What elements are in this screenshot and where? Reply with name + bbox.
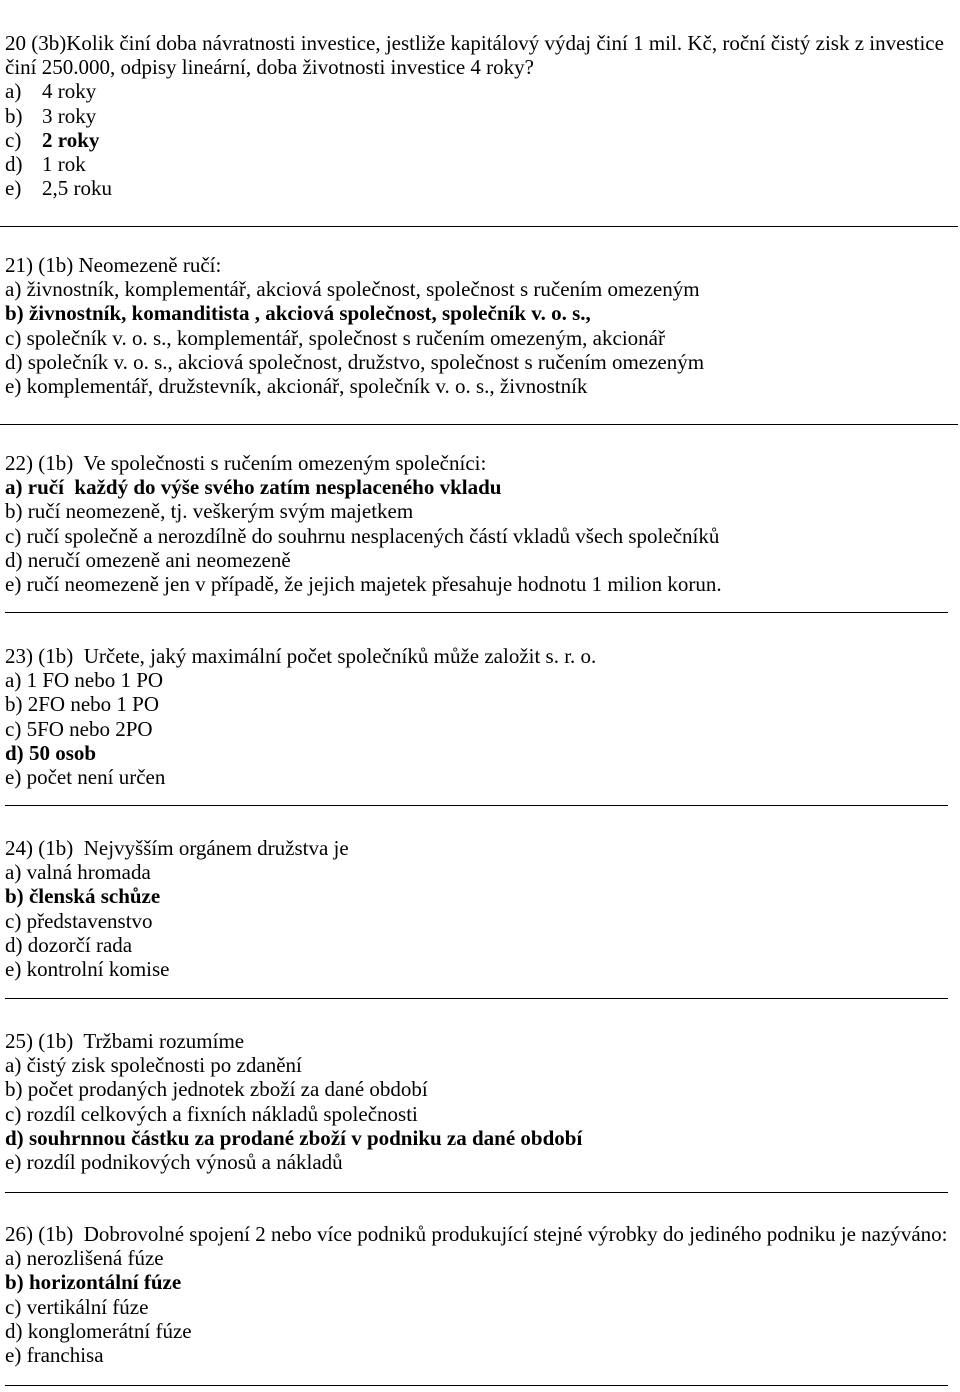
separator-line — [0, 424, 958, 425]
option-label: b) — [5, 884, 24, 909]
answer-option-correct — [5, 128, 955, 152]
answer-option-correct — [5, 301, 955, 325]
answer-option — [5, 326, 955, 350]
option-text: valná hromada — [26, 860, 151, 885]
option-label: d) — [5, 1125, 24, 1150]
answer-option — [5, 1295, 955, 1319]
answer-option — [5, 933, 955, 957]
answer-option — [5, 524, 955, 548]
question-block — [5, 31, 955, 200]
option-label: c) — [5, 716, 22, 741]
option-label: c) — [5, 127, 22, 152]
option-text: 3 roky — [42, 103, 97, 128]
option-label: a) — [5, 668, 22, 693]
question-block — [5, 1222, 955, 1367]
option-text: ručí neomezeně jen v případě, že jejich majetek přesahuje hodnotu 1 milion korun. — [26, 571, 722, 596]
option-text: 2,5 roku — [42, 176, 112, 201]
separator-line — [5, 998, 948, 999]
separator-line — [5, 805, 948, 806]
answer-option — [5, 957, 955, 981]
option-text: 5FO nebo 2PO — [26, 716, 153, 741]
answer-option — [5, 79, 955, 103]
option-label: c) — [5, 325, 22, 350]
option-label: b) — [5, 499, 23, 524]
option-text: neručí omezeně ani neomezeně — [27, 547, 291, 572]
option-text: čistý zisk společnosti po zdanění — [26, 1053, 302, 1078]
option-label: e) — [5, 1342, 22, 1367]
option-text: 1 FO nebo 1 PO — [26, 668, 164, 693]
option-label: c) — [5, 1101, 22, 1126]
answer-option — [5, 350, 955, 374]
option-label: e) — [5, 764, 22, 789]
answer-option-correct — [5, 1126, 955, 1150]
option-text: 2FO nebo 1 PO — [27, 692, 160, 717]
question-text: 24) (1b) Nejvyšším orgánem družstva je — [5, 836, 349, 860]
question-text: 22) (1b) Ve společnosti s ručením omezeným společníci: — [5, 451, 487, 475]
option-label: d) — [5, 740, 24, 765]
question-block — [5, 253, 955, 398]
option-text: rozdíl podnikových výnosů a nákladů — [26, 1149, 343, 1174]
answer-option-correct — [5, 884, 955, 908]
option-label: e) — [5, 1149, 22, 1174]
option-text: živnostník, komanditista , akciová společnost, společník v. o. s., — [28, 301, 591, 326]
option-text: souhrnnou částku za prodané zboží v podniku za dané období — [28, 1125, 583, 1150]
option-label: b) — [5, 692, 23, 717]
question-block — [5, 1029, 955, 1174]
option-text: ručí neomezeně, tj. veškerým svým majetkem — [27, 499, 414, 524]
option-label: a) — [5, 475, 23, 500]
option-label: e) — [5, 176, 22, 201]
option-label: c) — [5, 523, 22, 548]
answer-option — [5, 1077, 955, 1101]
question-text: 20 (3b)Kolik činí doba návratnosti investice, jestliže kapitálový výdaj činí 1 mil. Kč, roční čistý zisk z investice — [5, 31, 944, 55]
option-label: d) — [5, 932, 23, 957]
answer-option — [5, 152, 955, 176]
separator-line — [5, 612, 948, 613]
answer-option — [5, 176, 955, 200]
option-label: c) — [5, 908, 22, 933]
option-label: a) — [5, 277, 22, 302]
option-text: společník v. o. s., komplementář, společnost s ručením omezeným, akcionář — [26, 325, 665, 350]
question-block — [5, 644, 955, 789]
answer-option — [5, 1053, 955, 1077]
option-text: horizontální fúze — [28, 1270, 182, 1295]
option-text: představenstvo — [26, 908, 153, 933]
option-label: e) — [5, 571, 22, 596]
answer-option — [5, 374, 955, 398]
option-text: 2 roky — [42, 127, 100, 152]
option-text: ručí společně a nerozdílně do souhrnu nesplacených částí vkladů všech společníků — [26, 523, 720, 548]
option-text: konglomerátní fúze — [27, 1318, 192, 1343]
answer-option-correct — [5, 1270, 955, 1294]
option-text: franchisa — [26, 1342, 104, 1367]
option-label: b) — [5, 103, 23, 128]
answer-option — [5, 104, 955, 128]
option-label: d) — [5, 151, 23, 176]
option-text: nerozlišená fúze — [26, 1246, 164, 1271]
option-text: členská schůze — [28, 884, 161, 909]
answer-option — [5, 277, 955, 301]
option-text: 4 roky — [42, 79, 97, 104]
answer-option — [5, 1150, 955, 1174]
answer-option — [5, 548, 955, 572]
question-text: 23) (1b) Určete, jaký maximální počet společníků může založit s. r. o. — [5, 644, 597, 668]
question-text: činí 250.000, odpisy lineární, doba životnosti investice 4 roky? — [5, 55, 534, 80]
option-text: komplementář, družstevník, akcionář, společník v. o. s., živnostník — [26, 373, 588, 398]
option-text: živnostník, komplementář, akciová společnost, společnost s ručením omezeným — [26, 277, 700, 302]
separator-line — [5, 1385, 948, 1386]
question-block — [5, 836, 955, 981]
answer-option — [5, 668, 955, 692]
answer-option — [5, 572, 955, 596]
separator-line — [0, 226, 958, 227]
question-block — [5, 451, 955, 596]
option-label: a) — [5, 1053, 22, 1078]
option-label: e) — [5, 373, 22, 398]
option-label: d) — [5, 547, 23, 572]
option-label: d) — [5, 349, 23, 374]
option-text: rozdíl celkových a fixních nákladů společnosti — [26, 1101, 418, 1126]
option-text: ručí každý do výše svého zatím nesplaceného vkladu — [27, 475, 502, 500]
option-text: 1 rok — [42, 151, 86, 176]
answer-option — [5, 1343, 955, 1367]
option-label: d) — [5, 1318, 23, 1343]
option-text: kontrolní komise — [26, 956, 170, 981]
option-text: počet není určen — [26, 764, 166, 789]
option-label: a) — [5, 1246, 22, 1271]
option-label: a) — [5, 79, 22, 104]
answer-option — [5, 1102, 955, 1126]
answer-option — [5, 717, 955, 741]
option-text: počet prodaných jednotek zboží za dané období — [27, 1077, 428, 1102]
question-text: 21) (1b) Neomezeně ručí: — [5, 253, 222, 277]
answer-option — [5, 1246, 955, 1270]
answer-option — [5, 692, 955, 716]
option-label: c) — [5, 1294, 22, 1319]
answer-option — [5, 499, 955, 523]
option-text: vertikální fúze — [26, 1294, 149, 1319]
answer-option — [5, 765, 955, 789]
answer-option-correct — [5, 475, 955, 499]
option-text: 50 osob — [28, 740, 97, 765]
separator-line — [5, 1192, 948, 1193]
option-label: a) — [5, 860, 22, 885]
option-label: b) — [5, 301, 24, 326]
option-text: dozorčí rada — [27, 932, 133, 957]
question-text: 25) (1b) Tržbami rozumíme — [5, 1029, 245, 1053]
question-text: 26) (1b) Dobrovolné spojení 2 nebo více podniků produkující stejné výrobky do jediného podniku je nazýváno: — [5, 1222, 948, 1246]
answer-option-correct — [5, 741, 955, 765]
option-text: společník v. o. s., akciová společnost, družstvo, společnost s ručením omezeným — [27, 349, 705, 374]
option-label: b) — [5, 1077, 23, 1102]
answer-option — [5, 909, 955, 933]
option-label: e) — [5, 956, 22, 981]
option-label: b) — [5, 1270, 24, 1295]
answer-option — [5, 1319, 955, 1343]
answer-option — [5, 860, 955, 884]
